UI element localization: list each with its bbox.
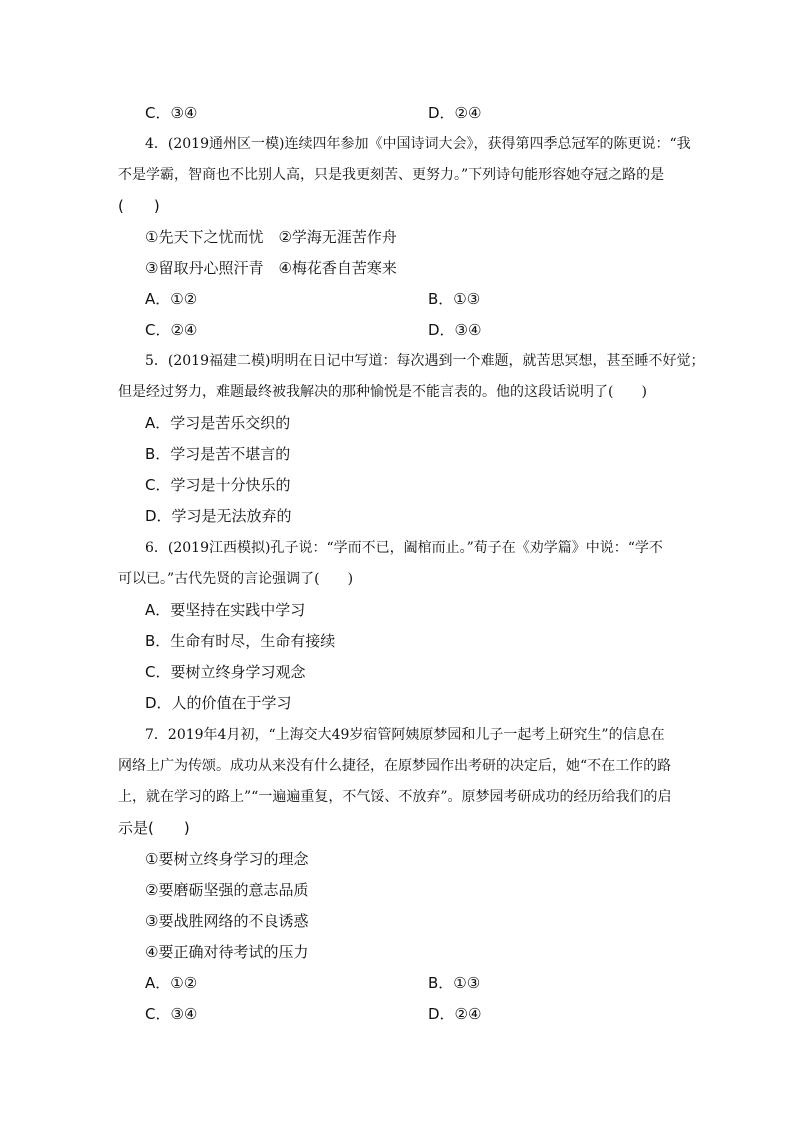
q6-stem-line-1: 6．(2019江西模拟)孔子说：“学而不已，阖棺而止。”荀子在《劝学篇》中说：“学不 bbox=[145, 540, 663, 556]
q5-option-b: B．学习是苦不堪言的 bbox=[145, 445, 291, 463]
q6-option-b: B．生命有时尽，生命有接续 bbox=[145, 632, 336, 650]
q4-option-a: A．①② bbox=[145, 290, 198, 308]
q7-stem-line-4: 示是( ) bbox=[118, 819, 190, 837]
q7-statement-2: ②要磨砺坚强的意志品质 bbox=[145, 881, 309, 899]
q7-statement-4: ④要正确对待考试的压力 bbox=[145, 943, 309, 961]
q7-statement-3: ③要战胜网络的不良诱惑 bbox=[145, 912, 309, 930]
q7-option-b: B．①③ bbox=[428, 974, 481, 992]
q4-option-c: C．②④ bbox=[145, 321, 198, 339]
q7-option-a: A．①② bbox=[145, 974, 198, 992]
q5-option-d: D．学习是无法放弃的 bbox=[145, 507, 292, 525]
q3-option-d: D．②④ bbox=[428, 104, 482, 122]
q5-option-c: C．学习是十分快乐的 bbox=[145, 476, 291, 494]
q4-answer-bracket: ( ) bbox=[118, 197, 160, 215]
q4-statements-1-2: ①先天下之忧而忧 ②学海无涯苦作舟 bbox=[145, 228, 397, 246]
q7-option-c: C．③④ bbox=[145, 1005, 198, 1023]
q6-option-d: D．人的价值在于学习 bbox=[145, 694, 292, 712]
q5-option-a: A．学习是苦乐交织的 bbox=[145, 414, 291, 432]
q4-stem-line-1: 4．(2019通州区一模)连续四年参加《中国诗词大会》，获得第四季总冠军的陈更说：“我 bbox=[145, 136, 691, 152]
q7-stem-line-2: 网络上广为传颂。成功从来没有什么捷径，在原梦园作出考研的决定后，她“不在工作的路 bbox=[118, 758, 672, 774]
q7-statement-1: ①要树立终身学习的理念 bbox=[145, 850, 309, 868]
q6-stem-line-2: 可以已。”古代先贤的言论强调了( ) bbox=[118, 571, 354, 587]
q4-statements-3-4: ③留取丹心照汗青 ④梅花香自苦寒来 bbox=[145, 259, 397, 277]
q5-stem-line-1: 5．(2019福建二模)明明在日记中写道：每次遇到一个难题，就苦思冥想，甚至睡不好觉； bbox=[145, 353, 705, 369]
q7-option-d: D．②④ bbox=[428, 1005, 482, 1023]
q3-option-c: C．③④ bbox=[145, 104, 198, 122]
q4-option-b: B．①③ bbox=[428, 290, 481, 308]
q6-option-a: A．要坚持在实践中学习 bbox=[145, 601, 306, 619]
q4-option-d: D．③④ bbox=[428, 321, 482, 339]
q4-stem-line-2: 不是学霸，智商也不比别人高，只是我更刻苦、更努力。”下列诗句能形容她夺冠之路的是 bbox=[118, 167, 665, 183]
q6-option-c: C．要树立终身学习观念 bbox=[145, 663, 306, 681]
q5-stem-line-2: 但是经过努力，难题最终被我解决的那种愉悦是不能言表的。他的这段话说明了( ) bbox=[118, 384, 647, 400]
q7-stem-line-3: 上，就在学习的路上”“一遍遍重复，不气馁、不放弃”。原梦园考研成功的经历给我们的启 bbox=[118, 789, 672, 805]
q7-stem-line-1: 7．2019年4月初，“上海交大49岁宿管阿姨原梦园和儿子一起考上研究生”的信息在 bbox=[145, 727, 665, 743]
